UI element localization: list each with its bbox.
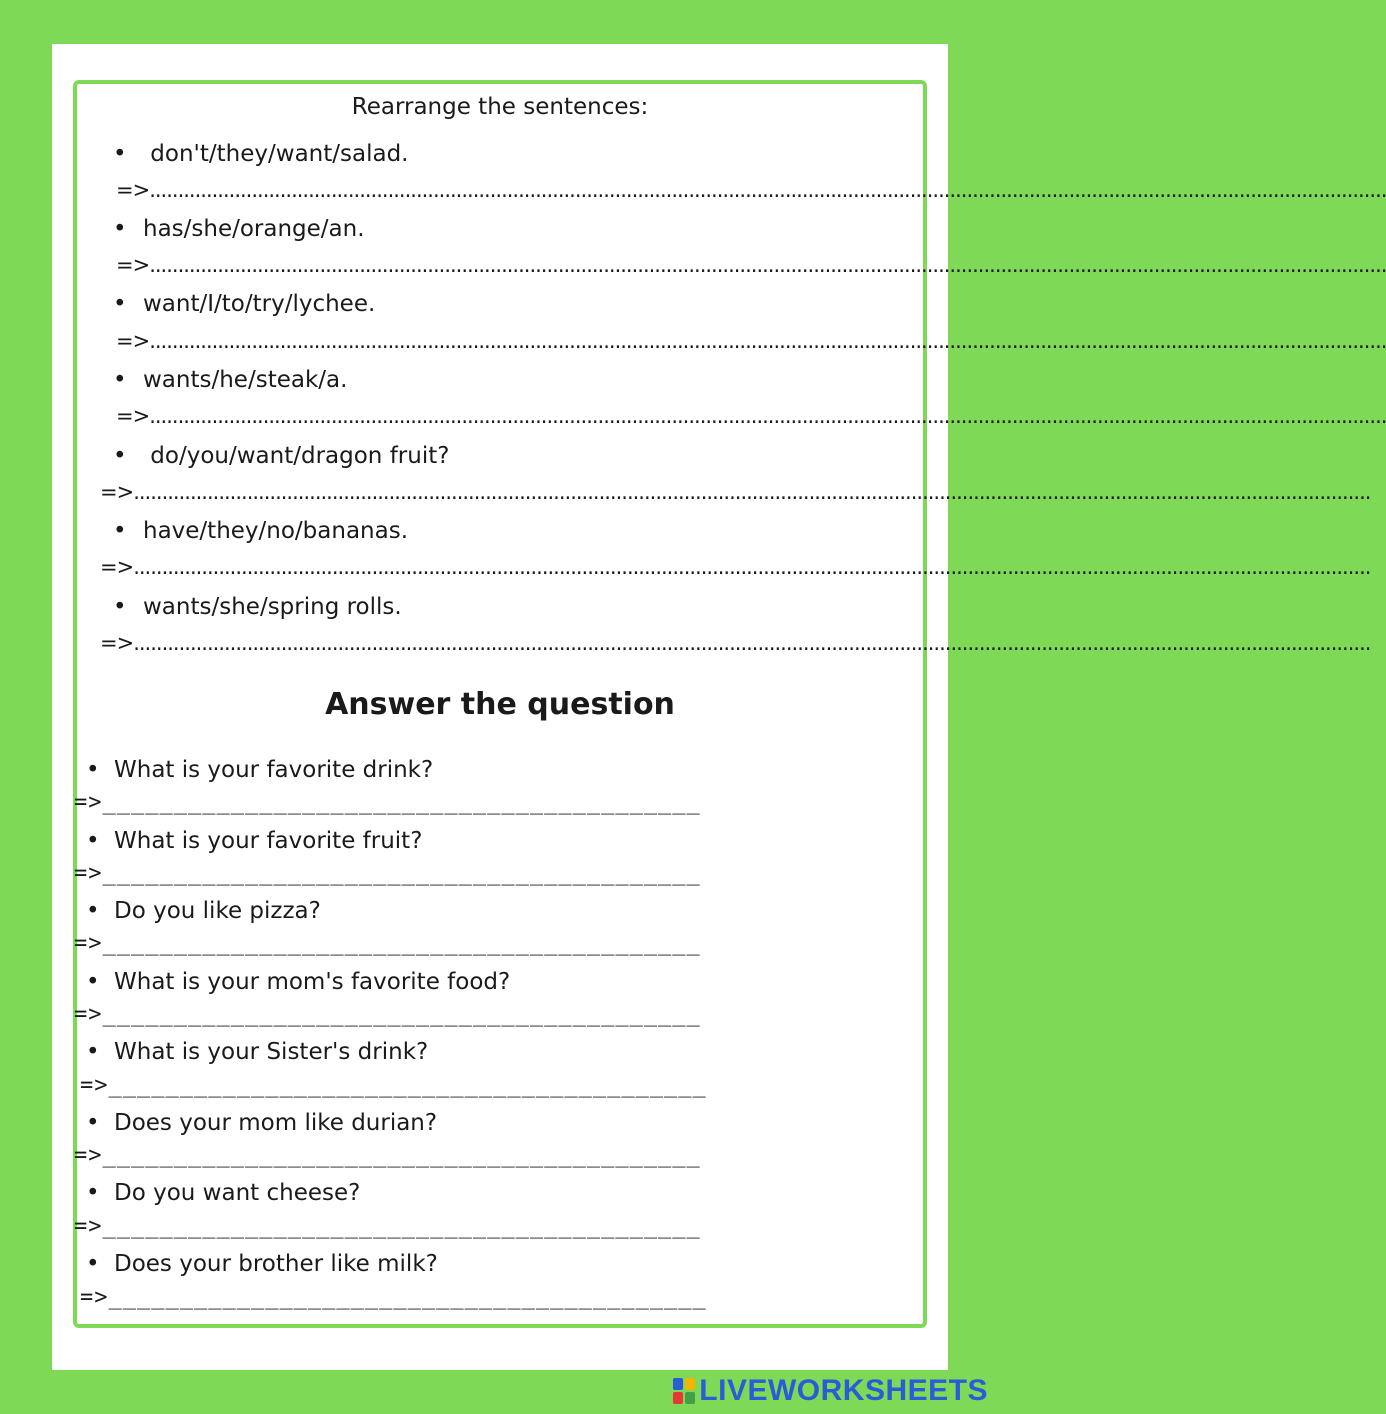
dotted-line: .......................................................................................................................................................................................................................... [133,480,1371,504]
rearrange-item-text: wants/he/steak/a. [143,367,348,393]
question-item [86,828,422,854]
rearrange-item-text: don't/they/want/salad. [143,141,409,167]
blank-line: __________________________________________ [108,1285,707,1310]
dotted-line: .......................................................................................................................................................................................................................... [149,253,1386,277]
dotted-line: .......................................................................................................................................................................................................................... [133,555,1371,579]
bullet-icon: • [86,969,100,995]
question-text: Do you want cheese? [114,1180,361,1206]
answer-prompt: => [116,178,150,202]
question-item [86,898,321,924]
blank-line: __________________________________________ [102,1214,701,1239]
bullet-icon: • [86,1180,100,1206]
bullet-icon: • [86,1251,100,1277]
rearrange-title: Rearrange the sentences: [351,94,649,120]
blank-line: __________________________________________ [108,1073,707,1098]
rearrange-item [113,443,449,469]
bullet-icon: • [86,1110,100,1136]
rearrange-item [113,518,408,544]
rearrange-item-text: want/I/to/try/lychee. [143,291,376,317]
answer-prompt: => [80,1285,109,1310]
bullet-icon: • [113,443,127,469]
answer-prompt: => [100,480,134,504]
question-item [86,969,510,995]
bullet-icon: • [113,141,127,167]
blank-line: __________________________________________ [102,1143,701,1168]
bullet-icon: • [113,216,127,242]
logo-mark-icon [673,1378,695,1404]
answer-prompt: => [116,253,150,277]
answer-blank[interactable] [80,1285,906,1310]
answer-prompt: => [74,931,103,956]
question-item [86,1180,360,1206]
bullet-icon: • [86,1039,100,1065]
answer-prompt: => [74,790,103,815]
answer-prompt: => [100,631,134,655]
rearrange-item [113,141,408,167]
blank-line: __________________________________________ [102,931,701,956]
answer-prompt: => [74,1002,103,1027]
question-text: Does your brother like milk? [114,1251,438,1277]
liveworksheets-logo[interactable] [673,1374,988,1408]
answer-prompt: => [100,555,134,579]
dotted-line: .......................................................................................................................................................................................................................... [133,631,1371,655]
question-text: Do you like pizza? [114,898,321,924]
answer-blank[interactable] [74,931,900,956]
rearrange-item-text: wants/she/spring rolls. [143,594,402,620]
answer-title: Answer the question [325,687,675,722]
rearrange-item [113,216,365,242]
answer-prompt: => [74,1214,103,1239]
answer-line[interactable] [100,631,1371,655]
question-item [86,1039,428,1065]
answer-prompt: => [74,1143,103,1168]
question-item [86,1110,437,1136]
bullet-icon: • [113,594,127,620]
bullet-icon: • [86,757,100,783]
bullet-icon: • [86,828,100,854]
question-text: What is your Sister's drink? [114,1039,429,1065]
question-text: What is your favorite drink? [114,757,434,783]
rearrange-item [113,367,347,393]
blank-line: __________________________________________ [102,861,701,886]
question-text: Does your mom like durian? [114,1110,438,1136]
answer-blank[interactable] [74,1143,900,1168]
bullet-icon: • [113,518,127,544]
answer-line[interactable] [100,555,1371,579]
bullet-icon: • [86,898,100,924]
blank-line: __________________________________________ [102,1002,701,1027]
dotted-line: .......................................................................................................................................................................................................................... [149,178,1386,202]
blank-line: __________________________________________ [102,790,701,815]
answer-line[interactable] [100,480,1371,504]
rearrange-item-text: has/she/orange/an. [143,216,365,242]
rearrange-item [113,594,402,620]
answer-blank[interactable] [80,1073,906,1098]
answer-prompt: => [74,861,103,886]
answer-blank[interactable] [74,790,900,815]
bullet-icon: • [113,291,127,317]
answer-prompt: => [80,1073,109,1098]
answer-blank[interactable] [74,1002,900,1027]
answer-line[interactable] [116,329,1386,353]
rearrange-item [113,291,375,317]
logo-text: LIVEWORKSHEETS [699,1374,988,1407]
answer-blank[interactable] [74,861,900,886]
question-text: What is your favorite fruit? [114,828,423,854]
bullet-icon: • [113,367,127,393]
dotted-line: .......................................................................................................................................................................................................................... [149,329,1386,353]
dotted-line: .......................................................................................................................................................................................................................... [149,404,1386,428]
answer-prompt: => [116,329,150,353]
answer-prompt: => [116,404,150,428]
rearrange-item-text: have/they/no/bananas. [143,518,409,544]
answer-line[interactable] [116,253,1386,277]
answer-line[interactable] [116,404,1386,428]
question-item [86,1251,438,1277]
question-text: What is your mom's favorite food? [114,969,511,995]
answer-blank[interactable] [74,1214,900,1239]
answer-line[interactable] [116,178,1386,202]
rearrange-item-text: do/you/want/dragon fruit? [143,443,450,469]
question-item [86,757,433,783]
